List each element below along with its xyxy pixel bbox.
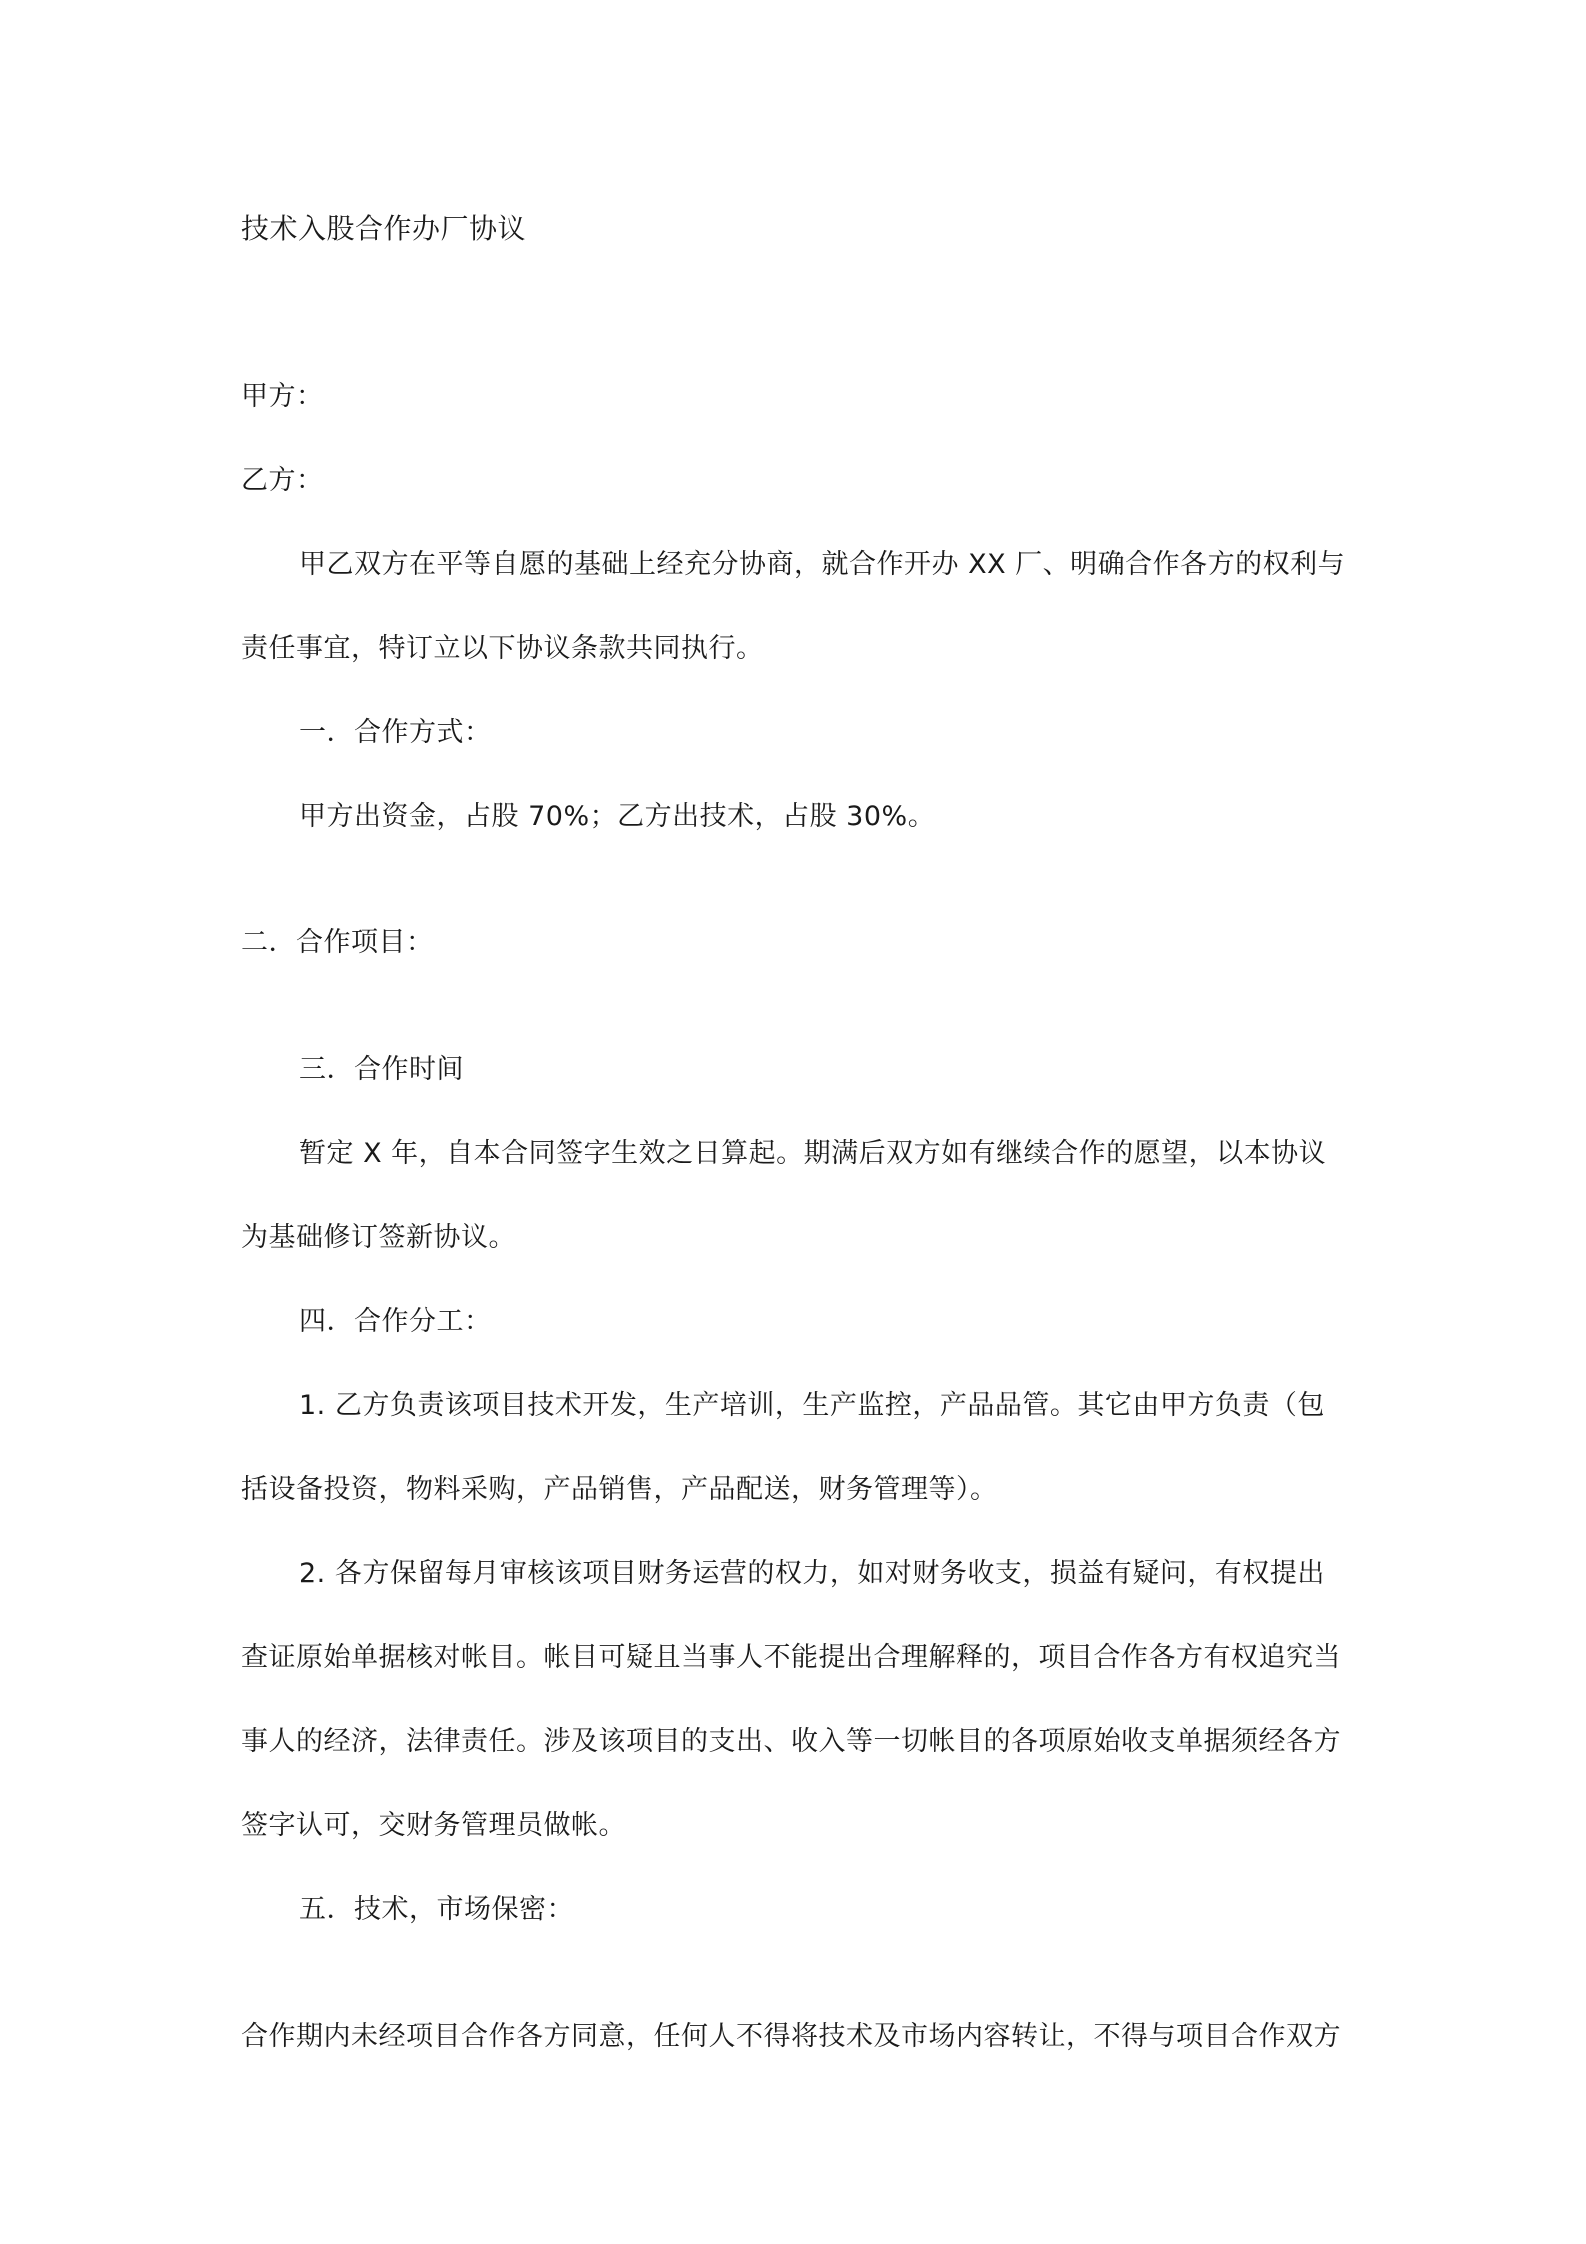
- section-heading-1: 一．合作方式：: [299, 717, 492, 748]
- intro-paragraph-line: 甲乙双方在平等自愿的基础上经充分协商，就合作开办 XX 厂、明确合作各方的权利与: [299, 549, 1346, 580]
- section-4-item-1-line: 1. 乙方负责该项目技术开发，生产培训，生产监控，产品品管。其它由甲方负责（包: [299, 1390, 1325, 1421]
- section-3-line: 为基础修订签新协议。: [241, 1222, 516, 1253]
- section-heading-5: 五．技术，市场保密：: [299, 1894, 574, 1925]
- section-3-line: 暂定 X 年，自本合同签字生效之日算起。期满后双方如有继续合作的愿望，以本协议: [299, 1138, 1327, 1169]
- section-4-item-2-line: 事人的经济，法律责任。涉及该项目的支出、收入等一切帐目的各项原始收支单据须经各方: [241, 1726, 1341, 1757]
- section-heading-2: 二．合作项目：: [241, 927, 434, 958]
- party-a-label: 甲方：: [241, 381, 324, 412]
- section-5-line: 合作期内未经项目合作各方同意，任何人不得将技术及市场内容转让，不得与项目合作双方: [241, 2021, 1341, 2052]
- section-4-item-2-line: 查证原始单据核对帐目。帐目可疑且当事人不能提出合理解释的，项目合作各方有权追究当: [241, 1642, 1341, 1673]
- section-4-item-1-line: 括设备投资，物料采购，产品销售，产品配送，财务管理等）。: [241, 1474, 998, 1505]
- section-4-item-2-line: 2. 各方保留每月审核该项目财务运营的权力，如对财务收支，损益有疑问，有权提出: [299, 1558, 1325, 1589]
- section-heading-3: 三．合作时间: [299, 1054, 464, 1085]
- section-4-item-2-line: 签字认可，交财务管理员做帐。: [241, 1810, 626, 1841]
- document-title: 技术入股合作办厂协议: [241, 212, 527, 245]
- intro-paragraph-line: 责任事宜，特订立以下协议条款共同执行。: [241, 633, 764, 664]
- section-heading-4: 四．合作分工：: [299, 1306, 492, 1337]
- section-1-text: 甲方出资金，占股 70%；乙方出技术，占股 30%。: [299, 801, 936, 832]
- party-b-label: 乙方：: [241, 465, 324, 496]
